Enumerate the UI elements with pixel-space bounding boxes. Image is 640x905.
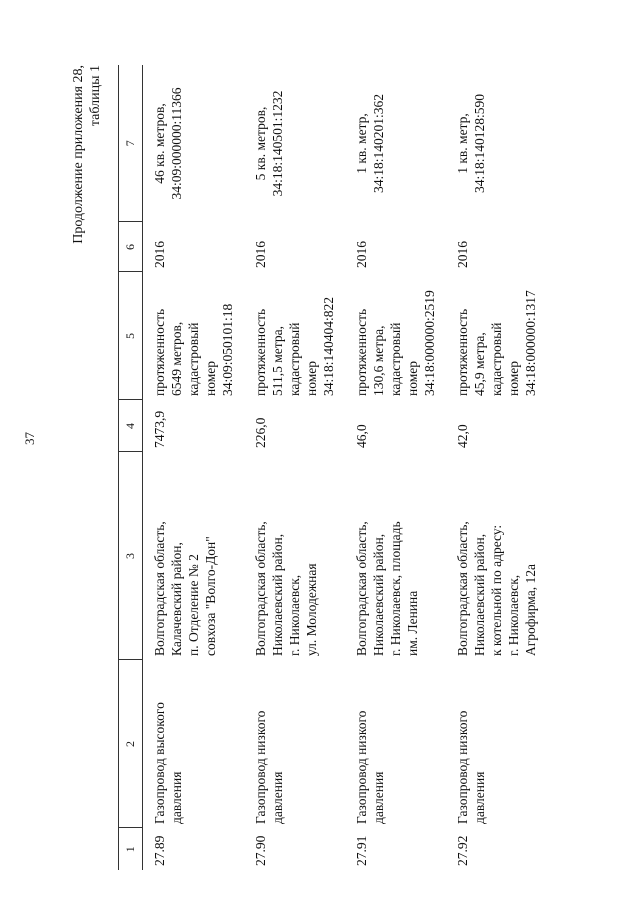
object-description: протяженность 511,5 метра, кадастровый номер 34:18:140404:822 (253, 296, 336, 396)
column-header-5: 5 (119, 272, 143, 400)
caption-line-2: таблицы 1 (88, 65, 103, 127)
object-year: 2016 (152, 241, 167, 268)
object-name: Газопровод высокого давления (152, 702, 184, 824)
row-number: 27.90 (253, 835, 268, 866)
object-name: Газопровод низкого давления (253, 710, 285, 824)
object-address: Волгоградская область, Калачевский район, п. Отделение № 2 совхоза "Волго-Дон" (152, 521, 218, 656)
object-description: протяженность 45,9 метра, кадастровый номер 34:18:000000:1317 (455, 290, 538, 396)
table-row (244, 65, 345, 870)
land-plot-info: 1 кв. метр, 34:18:140128:590 (455, 94, 487, 194)
row-number: 27.89 (152, 835, 167, 866)
object-description: протяженность 6549 метров, кадастровый номер 34:09:050101:18 (152, 303, 235, 396)
land-plot-info: 46 кв. метров, 34:09:000000:11366 (152, 87, 184, 200)
land-plot-info: 1 кв. метр, 34:18:140201:362 (354, 94, 386, 194)
object-year: 2016 (455, 241, 470, 268)
column-header-6: 6 (119, 222, 143, 272)
row-number: 27.92 (455, 835, 470, 866)
rotated-page-content (70, 65, 550, 870)
table-header-row (119, 65, 143, 870)
table-caption (70, 65, 104, 244)
row-number: 27.91 (354, 835, 369, 866)
table-row (446, 65, 547, 870)
objects-table (118, 65, 547, 870)
table-row (143, 65, 245, 870)
column-header-7: 7 (119, 65, 143, 222)
object-year: 2016 (354, 241, 369, 268)
object-length: 46,0 (354, 424, 369, 448)
table-row (345, 65, 446, 870)
caption-line-1: Продолжение приложения 28, (71, 65, 86, 244)
land-plot-info: 5 кв. метров, 34:18:140501:1232 (253, 90, 285, 197)
object-year: 2016 (253, 241, 268, 268)
page-number: 37 (22, 432, 37, 445)
column-header-1: 1 (119, 828, 143, 870)
object-name: Газопровод низкого давления (455, 710, 487, 824)
object-name: Газопровод низкого давления (354, 710, 386, 824)
column-header-4: 4 (119, 400, 143, 452)
column-header-2: 2 (119, 660, 143, 828)
column-header-3: 3 (119, 452, 143, 660)
object-length: 42,0 (455, 424, 470, 448)
object-length: 7473,9 (152, 410, 167, 448)
object-address: Волгоградская область, Николаевский район, г. Николаевск, площадь им. Ленина (354, 521, 420, 656)
object-description: протяженность 130,6 метра, кадастровый номер 34:18:000000:2519 (354, 290, 437, 396)
object-address: Волгоградская область, Николаевский район, к котельной по адресу: г. Николаевск, Агрофирма, 12а (455, 521, 538, 656)
object-length: 226,0 (253, 417, 268, 448)
object-address: Волгоградская область, Николаевский район, г. Николаевск, ул. Молодежная (253, 521, 319, 656)
